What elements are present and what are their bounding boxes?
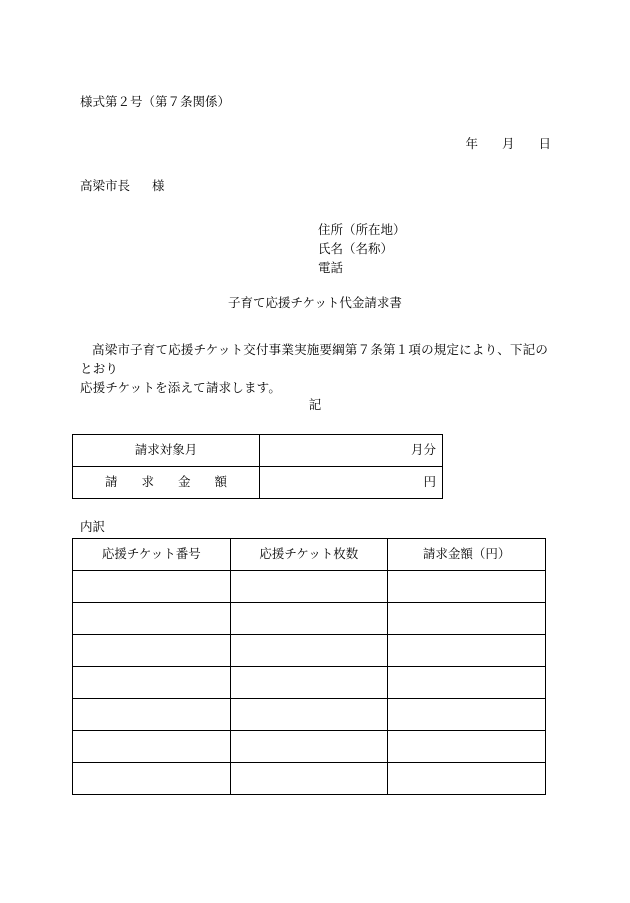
date-month-label: 月 bbox=[501, 136, 515, 151]
amount-unit: 円 bbox=[423, 474, 436, 490]
ticket-number-cell[interactable] bbox=[73, 763, 231, 795]
breakdown-header-row bbox=[73, 539, 546, 571]
ticket-number-cell[interactable] bbox=[73, 603, 231, 635]
ticket-number-cell[interactable] bbox=[73, 699, 231, 731]
ticket-count-cell[interactable] bbox=[230, 635, 388, 667]
summary-row-amount bbox=[73, 467, 443, 499]
table-row bbox=[73, 667, 546, 699]
body-text-line-1: 高梁市子育て応援チケット交付事業実施要綱第７条第１項の規定により、下記のとおり bbox=[80, 342, 549, 376]
table-row bbox=[73, 731, 546, 763]
date-day-label: 日 bbox=[538, 136, 551, 151]
amount-cell[interactable] bbox=[388, 635, 546, 667]
target-month-label: 請求対象月 bbox=[73, 435, 260, 467]
amount-cell[interactable] bbox=[388, 667, 546, 699]
ticket-count-cell[interactable] bbox=[230, 667, 388, 699]
ki-heading: 記 bbox=[308, 397, 322, 412]
amount-field[interactable] bbox=[260, 467, 443, 499]
ticket-number-cell[interactable] bbox=[73, 635, 231, 667]
amount-cell[interactable] bbox=[388, 571, 546, 603]
header-ticket-count: 応援チケット枚数 bbox=[230, 539, 388, 571]
body-text-line-2: 応援チケットを添えて請求します。 bbox=[80, 380, 282, 395]
date-year-label: 年 bbox=[465, 136, 478, 151]
ticket-count-cell[interactable] bbox=[230, 699, 388, 731]
table-row bbox=[73, 635, 546, 667]
date-line bbox=[465, 138, 551, 151]
target-month-unit: 月分 bbox=[410, 442, 436, 458]
ticket-count-cell[interactable] bbox=[230, 571, 388, 603]
amount-cell[interactable] bbox=[388, 731, 546, 763]
breakdown-body bbox=[73, 571, 546, 795]
amount-label: 請 求 金 額 bbox=[73, 467, 260, 499]
summary-table bbox=[72, 434, 443, 499]
breakdown-table bbox=[72, 538, 546, 795]
addressee-name: 高梁市長 bbox=[80, 178, 131, 193]
summary-row-target-month bbox=[73, 435, 443, 467]
form-number: 様式第２号（第７条関係） bbox=[80, 94, 231, 109]
applicant-block bbox=[318, 220, 406, 277]
ticket-number-cell[interactable] bbox=[73, 667, 231, 699]
target-month-field[interactable] bbox=[260, 435, 443, 467]
ticket-number-cell[interactable] bbox=[73, 731, 231, 763]
phone-label: 電話 bbox=[318, 260, 344, 275]
name-label: 氏名（名称） bbox=[318, 241, 394, 256]
table-row bbox=[73, 571, 546, 603]
amount-cell[interactable] bbox=[388, 699, 546, 731]
header-amount: 請求金額（円） bbox=[388, 539, 546, 571]
table-row bbox=[73, 699, 546, 731]
table-row bbox=[73, 603, 546, 635]
table-row bbox=[73, 763, 546, 795]
body-text bbox=[80, 340, 555, 397]
amount-cell[interactable] bbox=[388, 603, 546, 635]
header-ticket-number: 応援チケット番号 bbox=[73, 539, 231, 571]
addressee-honorific: 様 bbox=[152, 178, 165, 193]
ticket-count-cell[interactable] bbox=[230, 763, 388, 795]
ticket-count-cell[interactable] bbox=[230, 603, 388, 635]
amount-cell[interactable] bbox=[388, 763, 546, 795]
breakdown-label: 内訳 bbox=[80, 519, 106, 534]
ticket-count-cell[interactable] bbox=[230, 731, 388, 763]
document-title: 子育て応援チケット代金請求書 bbox=[228, 295, 402, 310]
addressee bbox=[80, 180, 165, 193]
ticket-number-cell[interactable] bbox=[73, 571, 231, 603]
address-label: 住所（所在地） bbox=[318, 222, 406, 237]
